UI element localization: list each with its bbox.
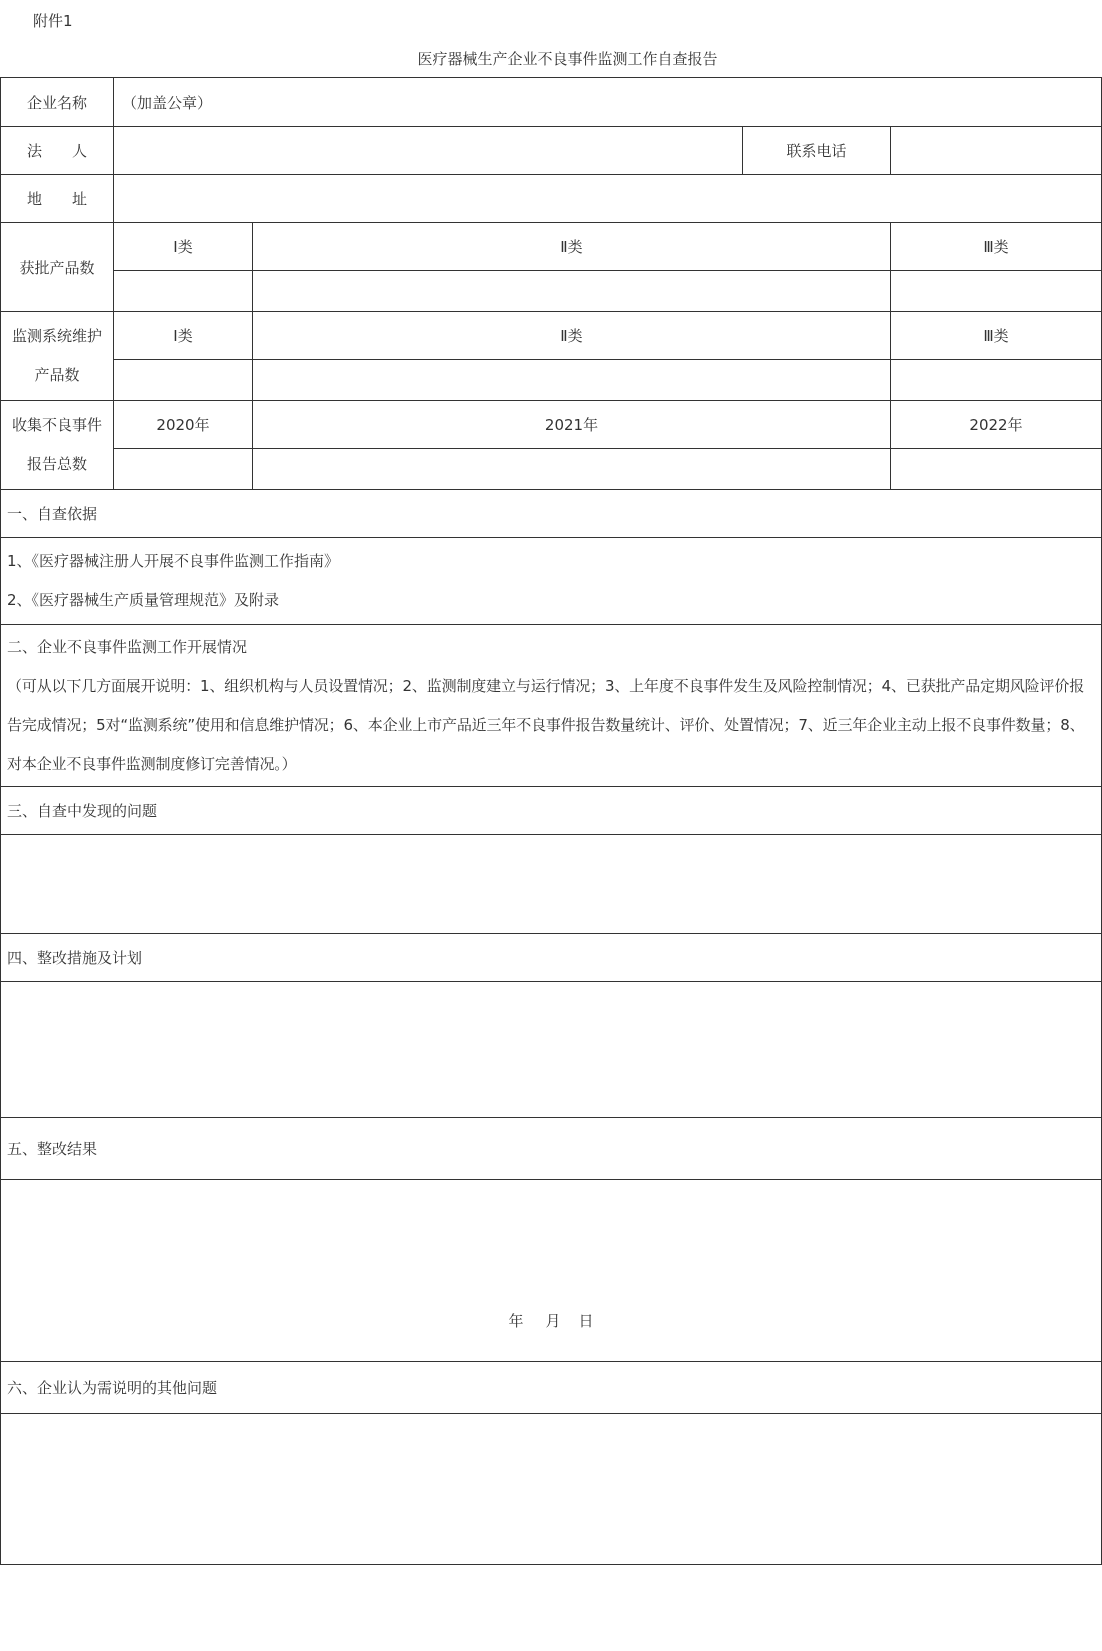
system-products-header-row — [1, 312, 1102, 360]
section-2-description: （可从以下几方面展开说明：1、组织机构与人员设置情况；2、监测制度建立与运行情况；3、上年度不良事件发生及风险控制情况；4、已获批产品定期风险评价报告完成情况；5对“监测系统”使用和信息维护情况；6、本企业上市产品近三年不良事件报告数量统计、评价、处置情况；7、近三年企业主动上报不良事件数量；8、对本企业不良事件监测制度修订完善情况。） — [7, 676, 1085, 773]
date-month: 月 — [545, 1312, 561, 1330]
system-class-2-header: Ⅱ类 — [253, 312, 891, 360]
section-2-title: 二、企业不良事件监测工作开展情况 — [7, 637, 248, 656]
legal-person-row — [1, 127, 1102, 175]
other-issues-field[interactable] — [1, 1414, 1102, 1565]
year-2020-header: 2020年 — [114, 401, 253, 449]
approved-products-header-row — [1, 223, 1102, 271]
reports-total-label — [1, 401, 114, 490]
system-products-label-line1: 监测系统维护 — [11, 327, 102, 345]
phone-label: 联系电话 — [743, 127, 891, 175]
system-products-label — [1, 312, 114, 401]
company-name-row — [1, 78, 1102, 127]
approved-class-1-field[interactable] — [114, 271, 253, 312]
reports-header-row — [1, 401, 1102, 449]
phone-field[interactable] — [891, 127, 1102, 175]
section-1-title: 一、自查依据 — [1, 490, 1102, 538]
basis-item-2: 2、《医疗器械生产质量管理规范》及附录 — [7, 591, 280, 609]
date-day: 日 — [578, 1312, 594, 1330]
page-title: 医疗器械生产企业不良事件监测工作自查报告 — [417, 50, 718, 68]
section-1-title-row — [1, 490, 1102, 538]
company-name-field[interactable] — [114, 78, 1102, 127]
system-class-1-field[interactable] — [114, 360, 253, 401]
section-3-title-row — [1, 787, 1102, 835]
reports-total-label-line2: 报告总数 — [26, 455, 87, 473]
system-products-label-line2: 产品数 — [34, 366, 80, 384]
reports-total-label-line1: 收集不良事件 — [11, 416, 102, 434]
approved-products-label: 获批产品数 — [1, 223, 114, 312]
section-6-content-row — [1, 1414, 1102, 1565]
self-inspection-form — [0, 77, 1102, 1565]
section-5-title: 五、整改结果 — [1, 1118, 1102, 1180]
section-1-content — [1, 538, 1102, 625]
system-class-3-field[interactable] — [891, 360, 1102, 401]
address-row — [1, 175, 1102, 223]
section-3-title: 三、自查中发现的问题 — [1, 787, 1102, 835]
rectification-plan-field[interactable] — [1, 982, 1102, 1118]
reports-2022-field[interactable] — [891, 449, 1102, 490]
basis-item-1: 1、《医疗器械注册人开展不良事件监测工作指南》 — [7, 552, 340, 570]
section-1-content-row — [1, 538, 1102, 625]
rectification-result-field[interactable] — [1, 1180, 1102, 1362]
reports-2020-field[interactable] — [114, 449, 253, 490]
legal-person-field[interactable] — [114, 127, 743, 175]
class-3-header: Ⅲ类 — [891, 223, 1102, 271]
section-2-row — [1, 625, 1102, 787]
company-name-label: 企业名称 — [1, 78, 114, 127]
legal-person-label: 法 人 — [1, 127, 114, 175]
system-class-3-header: Ⅲ类 — [891, 312, 1102, 360]
system-products-values-row — [1, 360, 1102, 401]
attachment-label: 附件1 — [33, 12, 73, 30]
reports-values-row — [1, 449, 1102, 490]
section-4-title-row — [1, 934, 1102, 982]
class-1-header: Ⅰ类 — [114, 223, 253, 271]
date-year: 年 — [508, 1312, 524, 1330]
date-line — [1, 1310, 1101, 1331]
approved-class-2-field[interactable] — [253, 271, 891, 312]
company-seal-hint: （加盖公章） — [122, 93, 213, 112]
result-area — [1, 1180, 1101, 1361]
section-4-content-row — [1, 982, 1102, 1118]
system-class-1-header: Ⅰ类 — [114, 312, 253, 360]
section-3-content-row — [1, 835, 1102, 934]
class-2-header: Ⅱ类 — [253, 223, 891, 271]
reports-2021-field[interactable] — [253, 449, 891, 490]
year-2022-header: 2022年 — [891, 401, 1102, 449]
approved-products-values-row — [1, 271, 1102, 312]
section-2-content — [1, 625, 1102, 787]
approved-class-3-field[interactable] — [891, 271, 1102, 312]
section-6-title: 六、企业认为需说明的其他问题 — [1, 1362, 1102, 1414]
year-2021-header: 2021年 — [253, 401, 891, 449]
section-4-title: 四、整改措施及计划 — [1, 934, 1102, 982]
section-6-title-row — [1, 1362, 1102, 1414]
address-field[interactable] — [114, 175, 1102, 223]
address-label: 地 址 — [1, 175, 114, 223]
section-5-content-row — [1, 1180, 1102, 1362]
issues-found-field[interactable] — [1, 835, 1102, 934]
section-5-title-row — [1, 1118, 1102, 1180]
system-class-2-field[interactable] — [253, 360, 891, 401]
